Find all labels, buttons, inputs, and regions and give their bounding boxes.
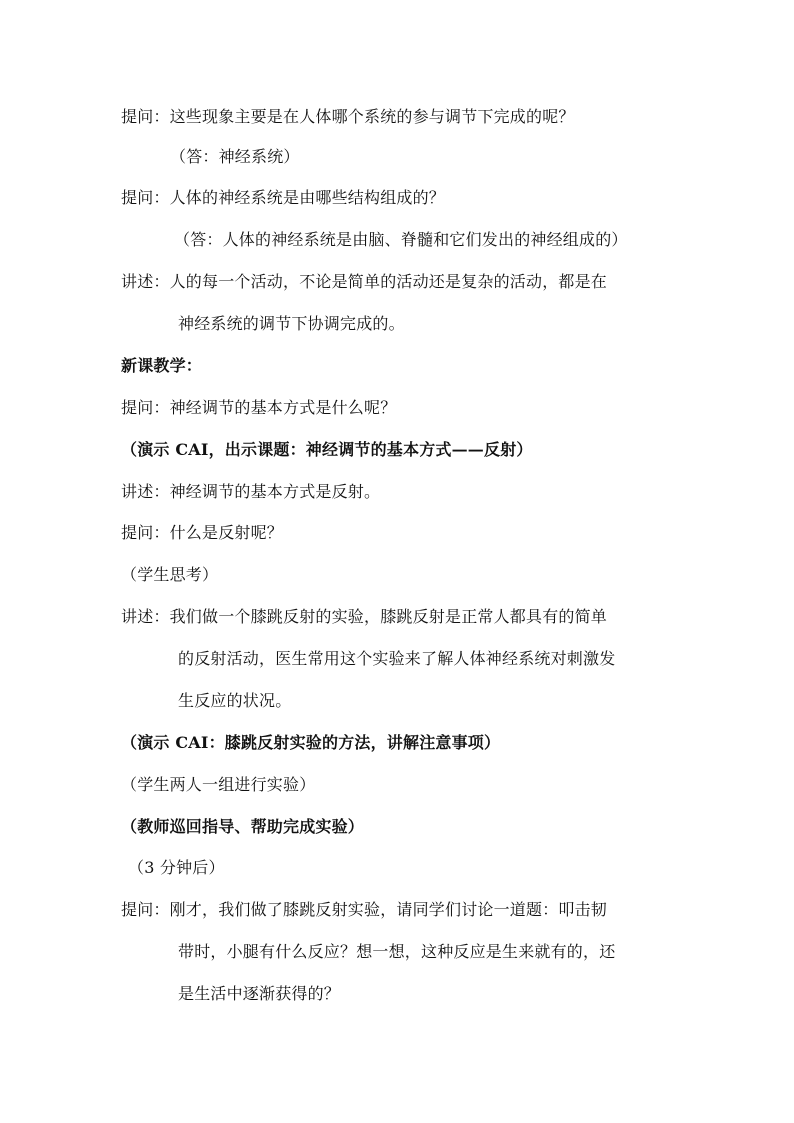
text-line-1: 提问：这些现象主要是在人体哪个系统的参与调节下完成的呢？ xyxy=(121,107,575,126)
text-line-21: 带时，小腿有什么反应？想一想，这种反应是生来就有的，还 xyxy=(178,942,616,961)
text-line-4: （答：人体的神经系统是由脑、脊髓和它们发出的神经组成的） xyxy=(174,230,628,249)
text-line-13: 讲述：我们做一个膝跳反射的实验，膝跳反射是正常人都具有的简单 xyxy=(121,607,608,626)
text-line-12: （学生思考） xyxy=(121,565,219,584)
text-line-17: （学生两人一组进行实验） xyxy=(121,775,316,794)
text-line-22: 是生活中逐渐获得的？ xyxy=(178,984,341,1003)
text-line-9: （演示 CAI，出示课题：神经调节的基本方式——反射） xyxy=(121,440,533,459)
text-line-10: 讲述：神经调节的基本方式是反射。 xyxy=(121,482,381,501)
text-line-18: （教师巡回指导、帮助完成实验） xyxy=(121,817,365,836)
section-heading: 新课教学： xyxy=(121,356,203,375)
text-line-2: （答：神经系统） xyxy=(170,147,300,166)
text-line-3: 提问：人体的神经系统是由哪些结构组成的？ xyxy=(121,188,446,207)
text-line-5: 讲述：人的每一个活动，不论是简单的活动还是复杂的活动，都是在 xyxy=(121,272,608,291)
text-line-19: （3 分钟后） xyxy=(128,858,225,877)
text-line-8: 提问：神经调节的基本方式是什么呢？ xyxy=(121,398,397,417)
text-line-6: 神经系统的调节下协调完成的。 xyxy=(178,314,405,333)
text-line-16: （演示 CAI：膝跳反射实验的方法，讲解注意事项） xyxy=(121,733,501,752)
text-line-14: 的反射活动，医生常用这个实验来了解人体神经系统对刺激发 xyxy=(178,649,616,668)
text-line-15: 生反应的状况。 xyxy=(178,691,292,710)
text-line-11: 提问：什么是反射呢？ xyxy=(121,523,284,542)
text-line-20: 提问：刚才，我们做了膝跳反射实验，请同学们讨论一道题：叩击韧 xyxy=(121,900,608,919)
